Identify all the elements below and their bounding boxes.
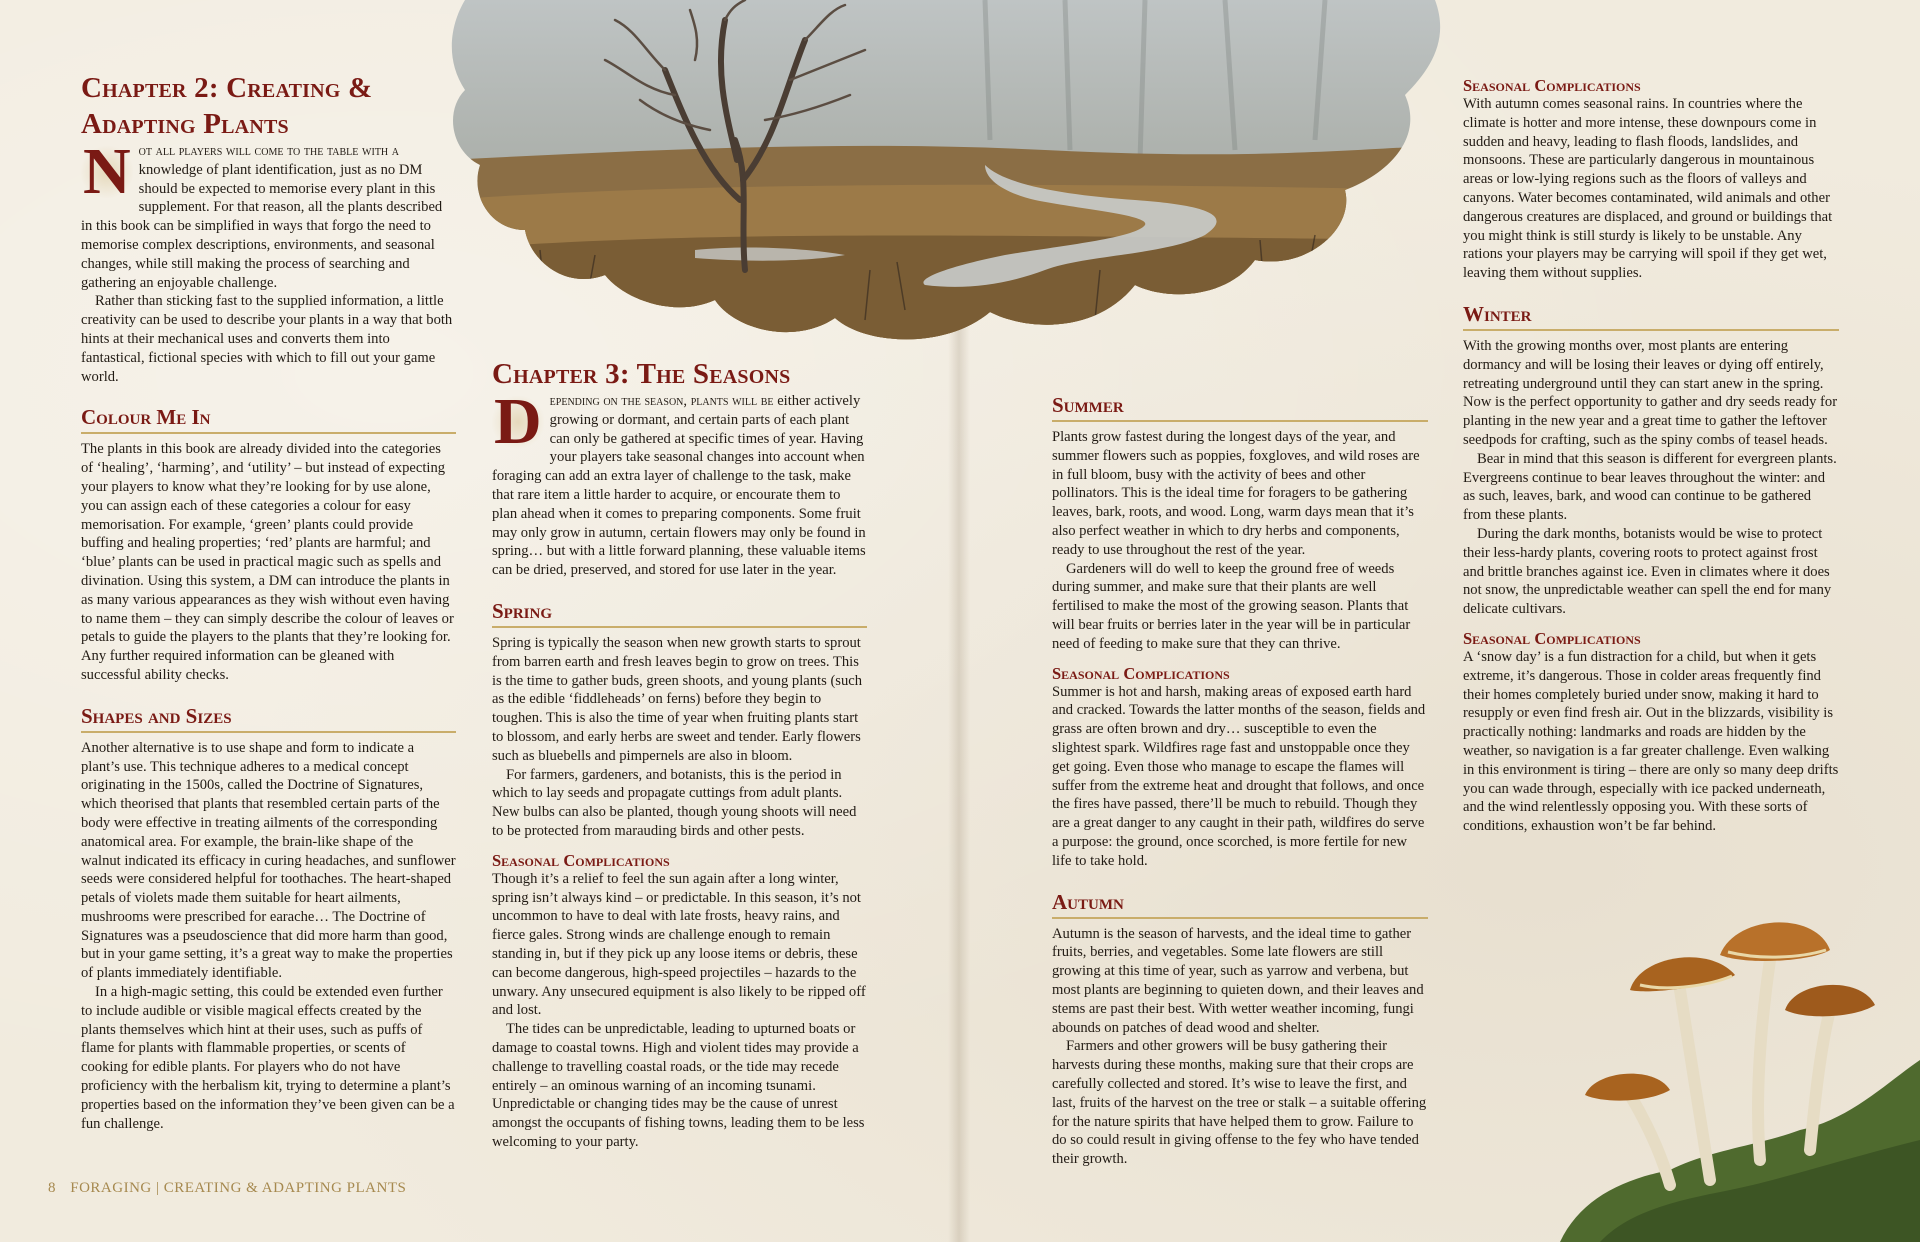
column-1 xyxy=(81,70,456,1133)
spring-paragraph-2: For farmers, gardeners, and botanists, this is the period in which to lay seeds and propagate cuttings from adult plants. New bulbs can also be planted, though young shoots will need to be protected from marauding birds and other pests. xyxy=(492,766,857,839)
summer-heading: Summer xyxy=(1052,392,1428,422)
drop-cap: N xyxy=(83,135,131,208)
running-footer: FORAGING | CREATING & ADAPTING PLANTS xyxy=(70,1180,407,1196)
spring-complications-paragraph-2: The tides can be unpredictable, leading to upturned boats or damage to coastal towns. High and violent tides may provide a challenge to travelling coastal roads, or the tide may recede entirely – an ominous warning of an incoming tsunami. Unpredictable or changing tides may be the cause of unrest amongst the occupants of fishing towns, leading them to be less welcoming to your party. xyxy=(492,1021,865,1150)
chapter-3-title: Chapter 3: The Seasons xyxy=(492,358,791,390)
winter-paragraph-3: During the dark months, botanists would be wise to protect their less-hardy plants, covering roots to protect against frost and brittle branches against ice. Even in climates where it does not snow, the unpredictable weather can spell the end for many delicate cultivars. xyxy=(1463,525,1832,618)
mushroom-illustration xyxy=(1560,880,1920,1242)
winter-heading: Winter xyxy=(1463,301,1839,331)
autumn-complications-paragraph: With autumn comes seasonal rains. In countries where the climate is hotter and more intense, these downpours come in sudden and heavy, leading to flash floods, landslides, and monsoons. These are particularly dangerous in mountainous areas or low-lying regions such as the floors of valleys and canyons. Water becomes contaminated, wild animals and other dangerous creatures are displaced, and ground or buildings that you might think is still sturdy is likely to be unstable. Any rations your players may be carrying will spoil if they get wet, leaving them without supplies. xyxy=(1463,96,1833,282)
shapes-paragraph-1: Another alternative is to use shape and form to indicate a plant’s use. This technique adheres to a medical concept originating in the 1500s, called the Doctrine of Signatures, which theorised that plants that resembled certain parts of the body were effective in treating ailments of the corresponding anatomical area. For example, the brain-like shape of the walnut indicated its efficacy in curing headaches, and sunflower seeds were considered helpful for toothaches. The heart-shaped petals of violets made them suitable for heart ailments, mushrooms were prescribed for earache… The Doctrine of Signatures was a pseudoscience that did more harm than good, but in your game setting, it’s a great way to make the properties of plants immediately identifiable. xyxy=(81,739,456,982)
page-number: 8 xyxy=(48,1180,56,1196)
winter-paragraph-2: Bear in mind that this season is different for evergreen plants. Evergreens continue to bear leaves throughout the winter: and as such, leaves, bark, and wood can continue to be gathered from these plants. xyxy=(1463,450,1837,524)
autumn-heading: Autumn xyxy=(1052,889,1428,919)
column-2 xyxy=(492,356,867,1152)
page-footer xyxy=(48,1180,416,1197)
column-4 xyxy=(1463,76,1839,836)
spring-complications-paragraph-1: Though it’s a relief to feel the sun again after a long winter, spring isn’t always kind – or predictable. In this season, it’s not uncommon to have to deal with late frosts, heavy rains, and fierce gales. Strong winds are challenge enough to remain standing in, but if they pick up any loose items or debris, these can become dangerous, high-speed projectiles – hazards to the unwary. Any unsecured equipment is also likely to be ripped off and lost. xyxy=(492,870,866,1019)
summer-complications-heading: Seasonal Complications xyxy=(1052,663,1230,683)
shapes-paragraph-2: In a high-magic setting, this could be extended even further to include audible or visible magical effects created by the plants themselves which hint at their uses, such as puffs of flame for plants with flammable properties, or scents of cooking for edible plants. For players who do not have proficiency with the herbalism kit, trying to determine a plant’s properties based on the information they’ve been given can be a fun challenge. xyxy=(81,984,455,1132)
drop-cap: D xyxy=(494,385,542,458)
shapes-and-sizes-heading: Shapes and Sizes xyxy=(81,703,456,733)
autumn-complications-heading: Seasonal Complications xyxy=(1463,76,1641,95)
summer-paragraph-1: Plants grow fastest during the longest days of the year, and summer flowers such as poppies, foxgloves, and wild roses are in full bloom, busy with the activity of bees and other pollinators. This is the ideal time for foragers to be gathering leaves, bark, roots, and wood. Long, warm days mean that it’s also perfect weather in which to dry herbs and components, ready to use throughout the rest of the year. xyxy=(1052,429,1420,558)
chapter-2-title: Chapter 2: Creating & Adapting Plants xyxy=(81,72,373,140)
winter-complications-heading: Seasonal Complications xyxy=(1463,628,1641,648)
column-3 xyxy=(1052,392,1428,1169)
autumn-paragraph-2: Farmers and other growers will be busy gathering their harvests during these months, making sure that their crops are carefully collected and stored. It’s wise to leave the first, and last, fruits of the harvest on the tree or stalk – a suitable offering for the nature spirits that have helped them to grow. Failure to do so could result in giving offense to the fey who have tended their growth. xyxy=(1052,1038,1427,1168)
summer-paragraph-2: Gardeners will do well to keep the ground free of weeds during summer, and make sure that their plants are well fertilised to make the most of the growing season. Plants that will bear fruits or berries later in the year will be in particular need of feeding to make sure that they can thrive. xyxy=(1052,560,1411,652)
intro-paragraph: knowledge of plant identification, just as no DM should be expected to memorise every plant in this supplement. For that reason, all the plants described in this book can be simplified in ways that forgo the need to memorise complex descriptions, environments, and seasonal changes, while still making the process of searching and gathering an enjoyable challenge. xyxy=(81,161,443,291)
spring-heading: Spring xyxy=(492,598,867,628)
intro-lead: ot all players will come to the table with a xyxy=(138,143,400,159)
spring-paragraph-1: Spring is typically the season when new growth starts to sprout from barren earth and fresh leaves begin to grow on trees. This is the time to gather buds, green shoots, and young plants (such as the edible ‘fiddleheads’ on ferns) before they begin to toughen. This is also the time of year when fruiting plants start to blossom, and early herbs are sweet and tender. Early flowers such as bluebells and pimpernels are also in bloom. xyxy=(492,634,863,764)
winter-paragraph-1: With the growing months over, most plants are entering dormancy and will be losing their leaves or dying off entirely, retreating underground until they can start anew in the spring. Now is the perfect opportunity to gather and dry seeds ready for planting in the new year and a great time to gather the leftover seedpods for crafting, such as the spiny combs of teasel heads. xyxy=(1463,337,1838,448)
summer-complications-paragraph: Summer is hot and harsh, making areas of exposed earth hard and cracked. Towards the latter months of the season, fields and grass are often brown and dry… susceptible to even the slightest spark. Wildfires rage fast and unstoppable once they get going. Even those who manage to escape the flames will suffer from the extreme heat and drought that follows, and once the fires have passed, there’ll be much to rebuild. Though they are a great danger to any caught in their path, wildfires do serve a purpose: the ground, once scorched, is more fertile for new life to take hold. xyxy=(1052,683,1426,869)
swamp-illustration xyxy=(445,0,1450,360)
colour-paragraph: The plants in this book are already divided into the categories of ‘healing’, ‘harming’, and ‘utility’ – but instead of expecting your players to know what they’re looking for by use alone, you can assign each of these categories a colour for easy memorisation. For example, ‘green’ plants could provide buffing and healing properties; ‘red’ plants are harmful; and ‘blue’ plants can be used in practical magic such as spells and divination. Using this system, a DM can introduce the plants in as many various appearances as they wish without even having to name them – they can simply describe the colour of leaves or petals to guide the players to the plants that they’re looking for. Any further required information can be gleaned with successful ability checks. xyxy=(81,441,454,683)
chapter-3-intro: either actively growing or dormant, and certain parts of each plant can only be gathered at specific times of year. Having your players take seasonal changes into account when foraging can add an extra layer of challenge to the task, make that rare item a little harder to acquire, or encourate them to plan ahead when it comes to preparing components. Some fruit may only grow in autumn, certain flowers may only be found in spring… but with a little forward planning, these valuable items can be dried, preserved, and stored for use later in the year. xyxy=(492,393,866,579)
autumn-paragraph-1: Autumn is the season of harvests, and the ideal time to gather fruits, berries, and vegetables. Some late flowers are still growing at this time of year, such as yarrow and verbena, but most plants are beginning to quieten down, and their leaves and stems are past their best. With wetter weather incoming, fungi abounds on patches of dead wood and shelter. xyxy=(1052,925,1424,1036)
chapter-3-lead: epending on the season, plants will be xyxy=(549,393,774,409)
colour-me-in-heading: Colour Me In xyxy=(81,404,456,434)
spring-complications-heading: Seasonal Complications xyxy=(492,850,670,870)
intro-paragraph-2: Rather than sticking fast to the supplied information, a little creativity can be used to describe your plants in a way that both hints at their mechanical uses and converts them into fantastical, fictional species with which to fill out your game world. xyxy=(81,293,453,385)
winter-complications-paragraph: A ‘snow day’ is a fun distraction for a child, but when it gets extreme, it’s dangerous. Those in colder areas frequently find their homes completely buried under snow, making it hard to resupply or even find fresh air. Out in the blizzards, visibility is practically nothing: landmarks and roads are hidden by the weather, so navigation is a far greater challenge. Even walking in this environment is tiring – there are only so many deep drifts you can wade through, especially with ice packed underneath, and the wind relentlessly opposing you. With these sorts of conditions, exhaustion won’t be far behind. xyxy=(1463,648,1839,835)
